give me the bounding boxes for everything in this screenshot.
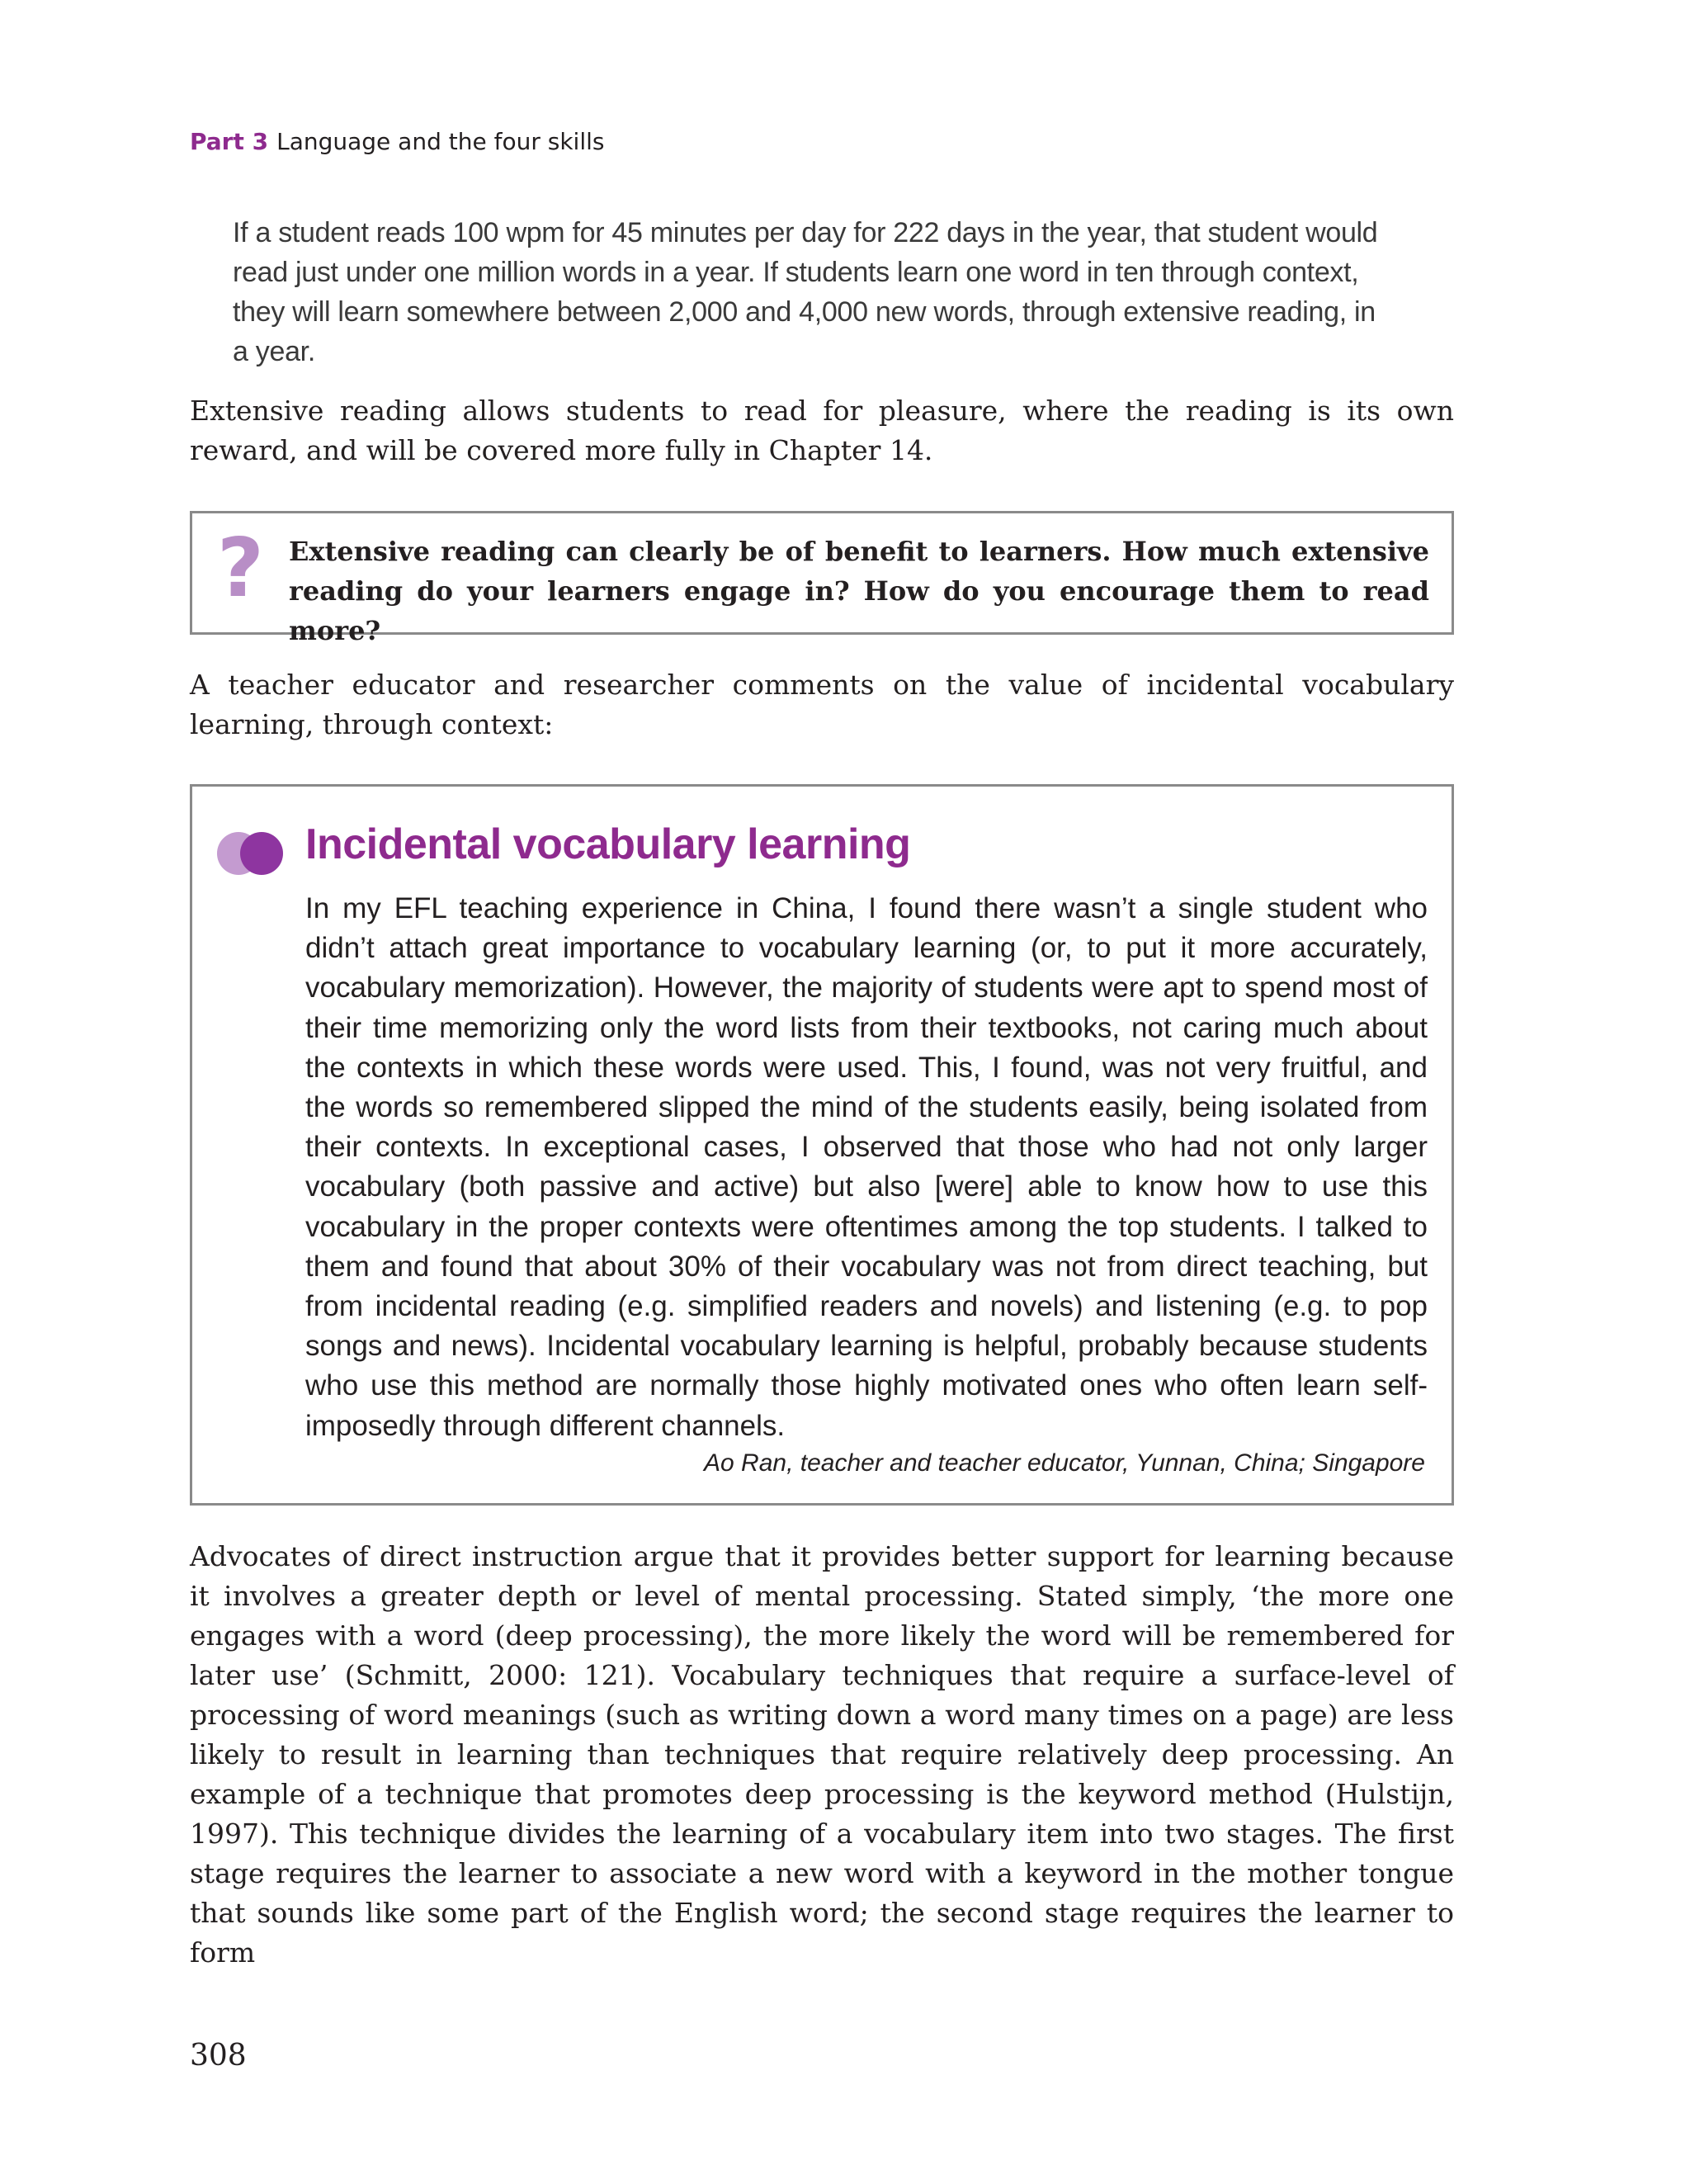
page-number: 308 <box>190 2039 247 2073</box>
paragraph-extensive-reading: Extensive reading allows students to read for pleasure, where the reading is its own reward, and will be covered more fully in Chapter 14. <box>190 395 1454 466</box>
paragraph-direct-instruction: Advocates of direct instruction argue that it provides better support for learning because it involves a greater depth or level of mental processing. Stated simply, ‘the more one engages with a word (deep processing), the more likely the word will be remembered for later use’ (Schmitt, 2000: 121). Vocabulary techniques that require a surface-level of processing of word meanings (such as writing down a word many times on a page) are less likely to result in learning than techniques that require relatively deep processing. An example of a technique that promotes deep processing is the keyword method (Hulstijn, 1997). This technique divides the learning of a vocabulary item into two stages. The first stage requires the learner to associate a new word with a keyword in the mother tongue that sounds like some part of the English word; the second stage requires the learner to form <box>190 1540 1454 1969</box>
reflection-question-text: Extensive reading can clearly be of benefit to learners. How much extensive reading do your learners engage in? How do you encourage them to read more? <box>289 536 1429 646</box>
indented-quote: If a student reads 100 wpm for 45 minutes per day for 222 days in the year, that student would read just under one million words in a year. If students learn one word in ten through context, they will learn somewhere between 2,000 and 4,000 new words, through extensive reading, in a year. <box>233 217 1378 367</box>
feature-attribution: Ao Ran, teacher and teacher educator, Yunnan, China; Singapore <box>704 1449 1425 1477</box>
part-label: Part 3 <box>190 128 269 155</box>
dark-dot <box>240 832 283 875</box>
paragraph-teacher-educator-intro: A teacher educator and researcher comments on the value of incidental vocabulary learning, through context: <box>190 669 1454 740</box>
incidental-vocabulary-feature-box <box>190 784 1454 1506</box>
question-mark-icon: ? <box>217 522 264 616</box>
reflection-question-box <box>190 511 1454 646</box>
two-dots-icon <box>217 832 283 875</box>
running-head <box>190 128 604 155</box>
feature-quote-body: In my EFL teaching experience in China, I found there wasn’t a single student who didn’t attach great importance to vocabulary learning (or, to put it more accurately, vocabulary memorization). However, the majority of students were apt to spend most of their time memorizing only the word lists from their textbooks, not caring much about the contexts in which these words were used. This, I found, was not very fruitful, and the words so remembered slipped the mind of the students easily, being isolated from their contexts. In exceptional cases, I observed that those who had not only larger vocabulary (both passive and active) but also [were] able to know how to use this vocabulary in the proper contexts were oftentimes among the top students. I talked to them and found that about 30% of their vocabulary was not from direct teaching, but from incidental reading (e.g. simplified readers and novels) and listening (e.g. to pop songs and news). Incidental vocabulary learning is helpful, probably because students who use this method are normally those highly motivated ones who often learn self-imposedly through different channels. <box>305 892 1428 1442</box>
feature-title: Incidental vocabulary learning <box>305 820 911 868</box>
chapter-section-title: Language and the four skills <box>276 128 605 155</box>
